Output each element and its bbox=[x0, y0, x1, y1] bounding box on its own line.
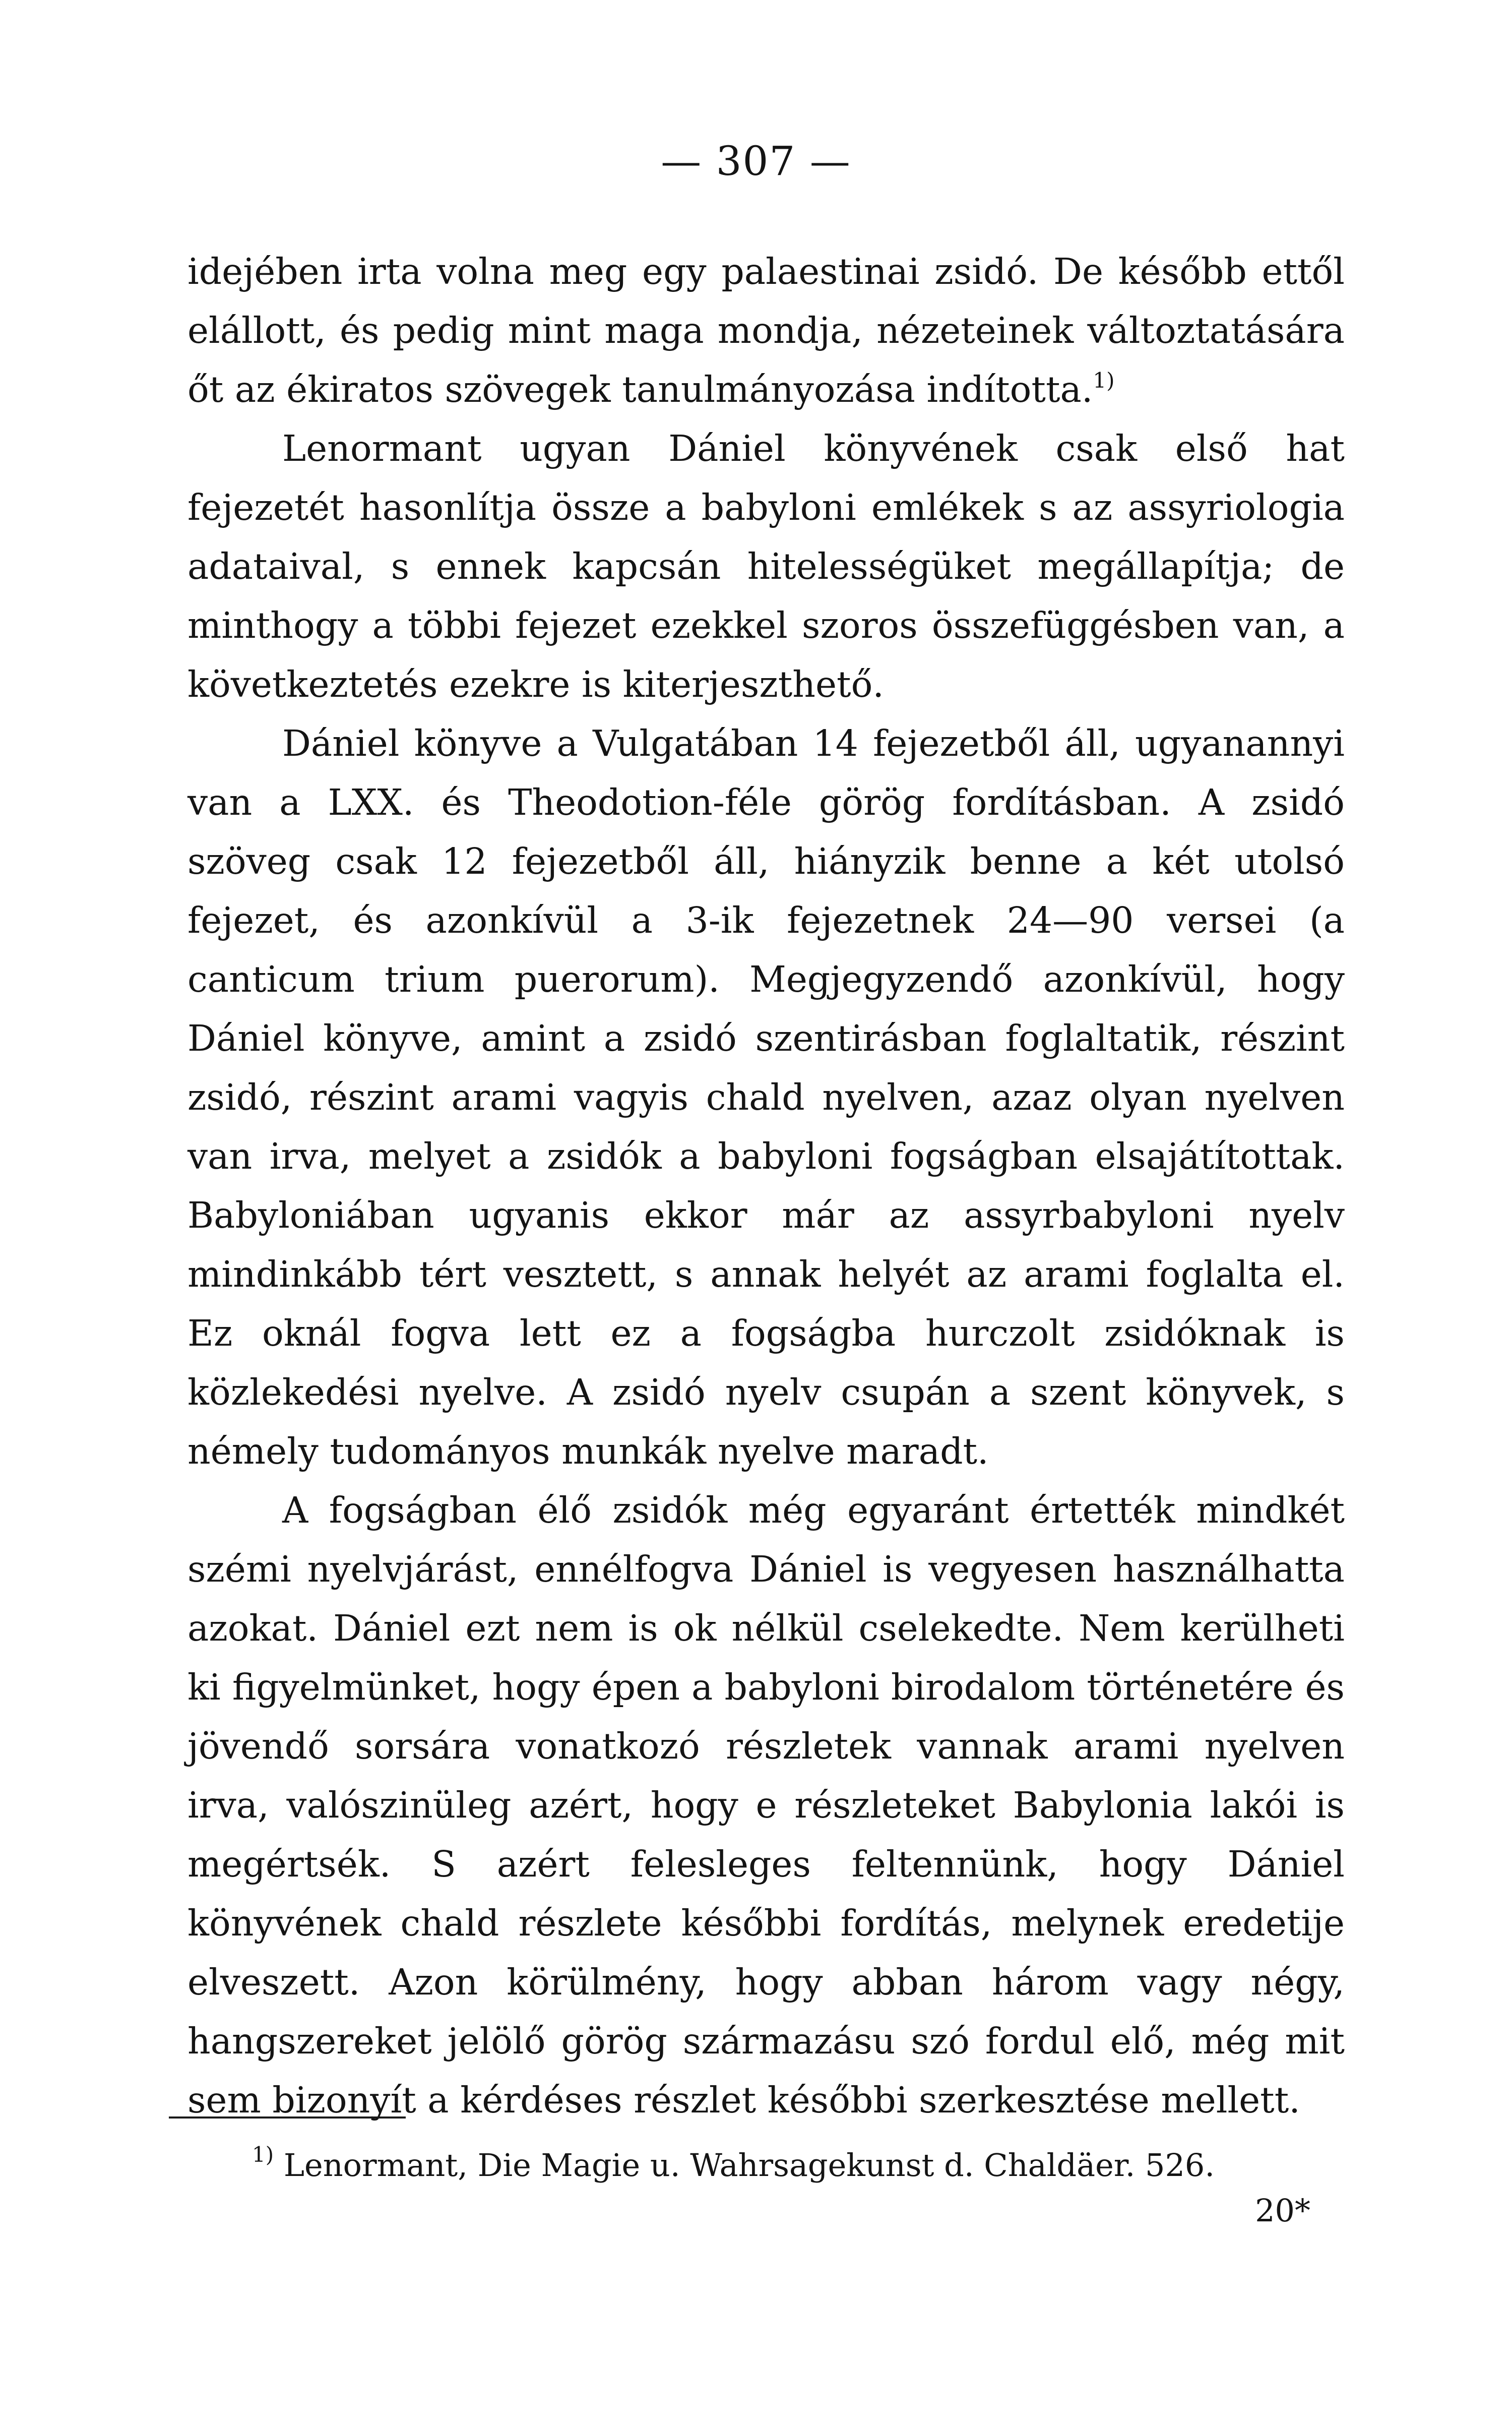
page-number: — 307 — bbox=[661, 138, 851, 185]
signature-mark: 20* bbox=[1255, 2192, 1310, 2229]
paragraph-2: Lenormant ugyan Dániel könyvének csak első hat fejezetét hasonlítja össze a babyloni emlékek s az assyriologia adataival, s ennek kapcsán hitelességüket megállapítja; de minthogy a többi fejezet ezekkel szoros összefüggésben van, a következtetés ezekre is kiterjeszthető. bbox=[187, 428, 1345, 705]
paragraph-4: A fogságban élő zsidók még egyaránt értették mindkét szémi nyelvjárást, ennélfogva Dániel is vegyesen használhatta azokat. Dániel ezt nem is ok nélkül cselekedte. Nem kerülheti ki figyelmünket, hogy épen a babyloni birodalom történetére és jövendő sorsára vonatkozó részletek vannak arami nyelven irva, valószinüleg azért, hogy e részleteket Babylonia lakói is megértsék. S azért felesleges feltennünk, hogy Dániel könyvének chald részlete későbbi fordítás, melynek eredetije elveszett. Azon körülmény, hogy abban három vagy négy, hangszereket jelölő görög származásu szó fordul elő, még mit sem bizonyít a kérdéses részlet későbbi szerkesztése mellett. bbox=[187, 1489, 1345, 2121]
footnote-text: Lenormant, Die Magie u. Wahrsagekunst d. Chaldäer. 526. bbox=[283, 2147, 1215, 2184]
footnote bbox=[252, 2142, 1341, 2186]
paragraph-1 bbox=[187, 242, 1345, 419]
paragraph-3: Dániel könyve a Vulgatában 14 fejezetből áll, ugyanannyi van a LXX. és Theodotion-féle görög fordításban. A zsidó szöveg csak 12 fejezetből áll, hiányzik benne a két utolsó fejezet, és azonkívül a 3-ik fejezetnek 24—90 versei (a canticum trium puerorum). Megjegyzendő azonkívül, hogy Dániel könyve, amint a zsidó szentirásban foglaltatik, részint zsidó, részint arami vagyis chald nyelven, azaz olyan nyelven van irva, melyet a zsidók a babyloni fogságban elsajátítottak. Babyloniában ugyanis ekkor már az assyrbabyloni nyelv mindinkább tért vesztett, s annak helyét az arami foglalta el. Ez oknál fogva lett ez a fogságba hurczolt zsidóknak is közlekedési nyelve. A zsidó nyelv csupán a szent könyvek, s némely tudományos munkák nyelve maradt. bbox=[187, 722, 1345, 1472]
footnote-marker: 1) bbox=[252, 2142, 274, 2167]
body-text bbox=[187, 242, 1345, 2130]
footnote-divider bbox=[169, 2116, 406, 2119]
paragraph-1-text: idejében irta volna meg egy palaestinai zsidó. De később ettől elállott, és pedig mint maga mondja, nézeteinek változtatására őt az ékiratos szövegek tanulmányozása indította. bbox=[187, 251, 1345, 410]
footnote-reference: 1) bbox=[1093, 368, 1115, 393]
